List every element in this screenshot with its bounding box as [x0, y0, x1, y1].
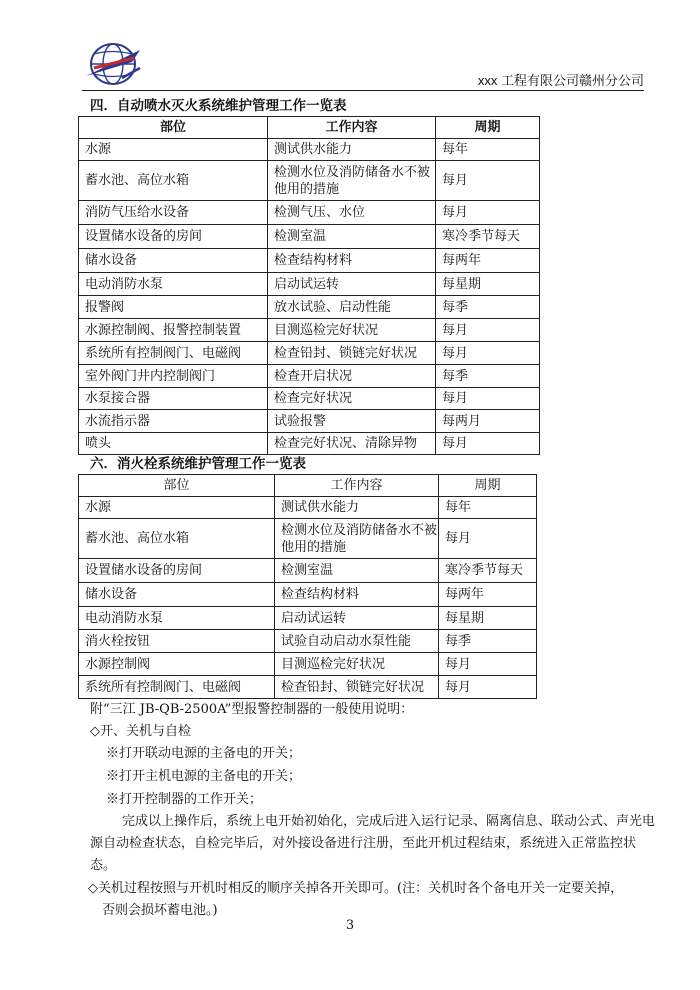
column-header-period: 周期	[436, 117, 540, 139]
company-name: xxx 工程有限公司赣州分公司	[477, 73, 644, 88]
table-row	[79, 342, 540, 365]
switch-heading: ◇开、关机与自检	[90, 724, 191, 739]
table-row	[79, 319, 540, 342]
startup-paragraph: 完成以上操作后，系统上电开始初始化，完成后进入运行记录、隔离信息、联动公式、声光电源自动检查状态，自检完毕后，对外接设备进行注册，至此开机过程结束，系统进入正常监控状态。	[90, 814, 656, 873]
cell-location: 设置储水设备的房间	[79, 225, 268, 249]
hydrant-maintenance-table	[78, 474, 537, 699]
table-row	[79, 201, 540, 225]
cell-location: 水源	[79, 497, 275, 519]
cell-location: 系统所有控制阀门、电磁阀	[79, 342, 268, 365]
cell-location: 蓄水池、高位水箱	[79, 519, 275, 559]
column-header-period: 周期	[439, 475, 537, 497]
cell-location: 储水设备	[79, 249, 268, 273]
table-row	[79, 365, 540, 388]
cell-period: 寒冷季节每天	[436, 225, 540, 249]
cell-work: 试验自动启动水泵性能	[275, 630, 439, 653]
shutdown-paragraph	[88, 878, 668, 922]
cell-work: 目测巡检完好状况	[275, 653, 439, 676]
column-header-work: 工作内容	[268, 117, 436, 139]
cell-work: 检查开启状况	[268, 365, 436, 388]
table-row	[79, 676, 537, 699]
table-row	[79, 653, 537, 676]
cell-period: 每月	[436, 161, 540, 201]
cell-period: 每月	[436, 319, 540, 342]
table-row	[79, 559, 537, 583]
cell-work: 检查完好状况、清除异物	[268, 433, 436, 455]
cell-period: 每星期	[439, 607, 537, 630]
table-row	[79, 225, 540, 249]
step-item: ※打开主机电源的主备电的开关；	[106, 769, 302, 784]
table-row	[79, 583, 537, 607]
table-row	[79, 296, 540, 319]
table-row	[79, 607, 537, 630]
cell-work: 检查铅封、锁链完好状况	[275, 676, 439, 699]
cell-work: 检查结构材料	[268, 249, 436, 273]
table-row	[79, 519, 537, 559]
cell-period: 每年	[439, 497, 537, 519]
cell-location: 报警阀	[79, 296, 268, 319]
cell-period: 寒冷季节每天	[439, 559, 537, 583]
cell-work: 启动试运转	[268, 273, 436, 296]
table-row	[79, 249, 540, 273]
cell-work: 检测室温	[275, 559, 439, 583]
cell-location: 水流指示器	[79, 410, 268, 433]
section6-title: 六．消火栓系统维护管理工作一览表	[90, 456, 306, 472]
cell-location: 消火栓按钮	[79, 630, 275, 653]
shutdown-line: 否则会损坏蓄电池。)	[102, 903, 218, 918]
cell-period: 每月	[436, 201, 540, 225]
cell-location: 水源控制阀	[79, 653, 275, 676]
appendix-title: 附“三江 JB-QB-2500A”型报警控制器的一般使用说明：	[90, 702, 414, 717]
cell-location: 喷头	[79, 433, 268, 455]
cell-location: 消防气压给水设备	[79, 201, 268, 225]
column-header-work: 工作内容	[275, 475, 439, 497]
cell-location: 水泵接合器	[79, 388, 268, 410]
cell-work: 目测巡检完好状况	[268, 319, 436, 342]
cell-location: 室外阀门井内控制阀门	[79, 365, 268, 388]
cell-period: 每月	[436, 433, 540, 455]
table-row	[79, 161, 540, 201]
table-header-row	[79, 117, 540, 139]
cell-location: 水源控制阀、报警控制装置	[79, 319, 268, 342]
cell-period: 每月	[439, 519, 537, 559]
cell-work: 放水试验、启动性能	[268, 296, 436, 319]
cell-period: 每年	[436, 139, 540, 161]
cell-location: 储水设备	[79, 583, 275, 607]
column-header-location: 部位	[79, 117, 268, 139]
section4-title: 四．自动喷水灭火系统维护管理工作一览表	[90, 98, 347, 114]
cell-location: 电动消防水泵	[79, 607, 275, 630]
table-header-row	[79, 475, 537, 497]
cell-work: 检查铅封、锁链完好状况	[268, 342, 436, 365]
step-item: ※打开联动电源的主备电的开关；	[106, 746, 302, 761]
cell-work: 检测水位及消防储备水不被他用的措施	[275, 519, 439, 559]
cell-location: 蓄水池、高位水箱	[79, 161, 268, 201]
cell-work: 检测室温	[268, 225, 436, 249]
cell-period: 每季	[439, 630, 537, 653]
cell-period: 每月	[439, 653, 537, 676]
cell-period: 每月	[436, 342, 540, 365]
column-header-location: 部位	[79, 475, 275, 497]
step-item: ※打开控制器的工作开关；	[106, 792, 263, 807]
cell-period: 每两月	[436, 410, 540, 433]
cell-location: 水源	[79, 139, 268, 161]
cell-period: 每月	[436, 388, 540, 410]
cell-work: 试验报警	[268, 410, 436, 433]
table-row	[79, 433, 540, 455]
cell-work: 测试供水能力	[275, 497, 439, 519]
cell-period: 每月	[439, 676, 537, 699]
page-number: 3	[345, 918, 355, 933]
cell-period: 每季	[436, 365, 540, 388]
cell-period: 每季	[436, 296, 540, 319]
cell-period: 每星期	[436, 273, 540, 296]
cell-work: 测试供水能力	[268, 139, 436, 161]
cell-period: 每两年	[436, 249, 540, 273]
table-row	[79, 139, 540, 161]
sprinkler-maintenance-table	[78, 116, 540, 455]
cell-work: 启动试运转	[275, 607, 439, 630]
header-divider	[82, 90, 644, 91]
table-row	[79, 273, 540, 296]
company-logo-globe-icon	[82, 38, 144, 88]
table-row	[79, 388, 540, 410]
table-row	[79, 410, 540, 433]
cell-period: 每两年	[439, 583, 537, 607]
shutdown-line: ◇关机过程按照与开机时相反的顺序关掉各开关即可。(注：关机时各个备电开关一定要关掉，	[88, 881, 624, 896]
cell-work: 检测气压、水位	[268, 201, 436, 225]
table-row	[79, 497, 537, 519]
table-row	[79, 630, 537, 653]
cell-location: 设置储水设备的房间	[79, 559, 275, 583]
cell-location: 电动消防水泵	[79, 273, 268, 296]
cell-work: 检测水位及消防储备水不被他用的措施	[268, 161, 436, 201]
cell-work: 检查结构材料	[275, 583, 439, 607]
cell-location: 系统所有控制阀门、电磁阀	[79, 676, 275, 699]
cell-work: 检查完好状况	[268, 388, 436, 410]
